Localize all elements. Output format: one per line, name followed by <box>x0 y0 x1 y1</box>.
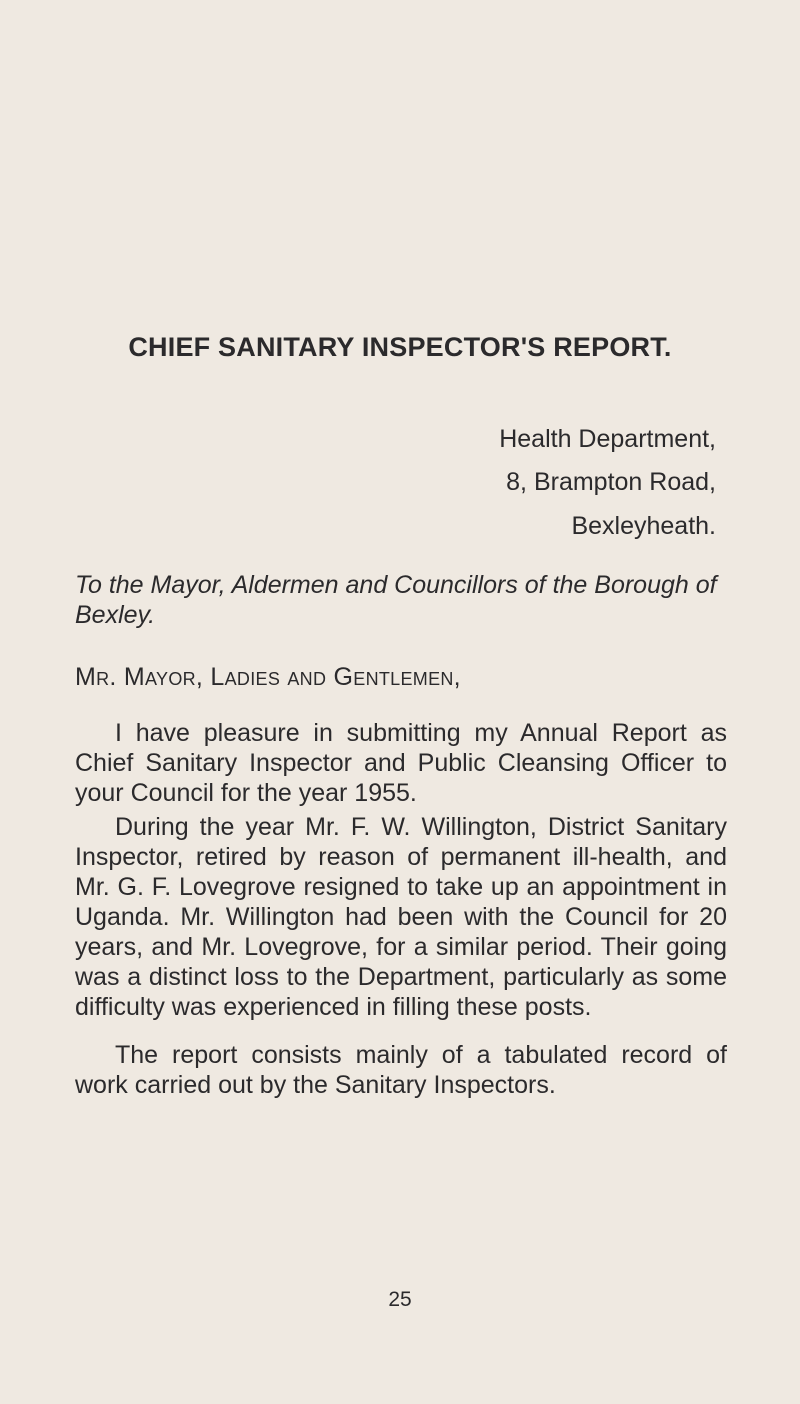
address-line-2: 8, Brampton Road, <box>506 468 716 496</box>
paragraph-1: I have pleasure in submitting my Annual Report as Chief Sanitary Inspector and Public Cleansing Officer to your Council for the year 1955. <box>75 719 727 807</box>
paragraph-3: The report consists mainly of a tabulated record of work carried out by the Sanitary Inspectors. <box>75 1041 727 1099</box>
salutation: To the Mayor, Aldermen and Councillors of the Borough of Bexley. <box>75 571 717 629</box>
report-title: CHIEF SANITARY INSPECTOR'S REPORT. <box>128 332 672 362</box>
paragraph-2: During the year Mr. F. W. Willington, District Sanitary Inspector, retired by reason of permanent ill-health, and Mr. G. F. Lovegrove resigned to take up an appointment in Uganda. Mr. Willington had been with the Council for 20 years, and Mr. Lovegrove, for a similar period. Their going was a distinct loss to the Department, particularly as some difficulty was experienced in filling these posts. <box>75 813 727 1021</box>
address-line-3: Bexleyheath. <box>571 512 716 540</box>
address-line-1: Health Department, <box>499 425 716 453</box>
page-number: 25 <box>388 1288 412 1311</box>
greeting: Mr. Mayor, Ladies and Gentlemen, <box>75 663 461 691</box>
